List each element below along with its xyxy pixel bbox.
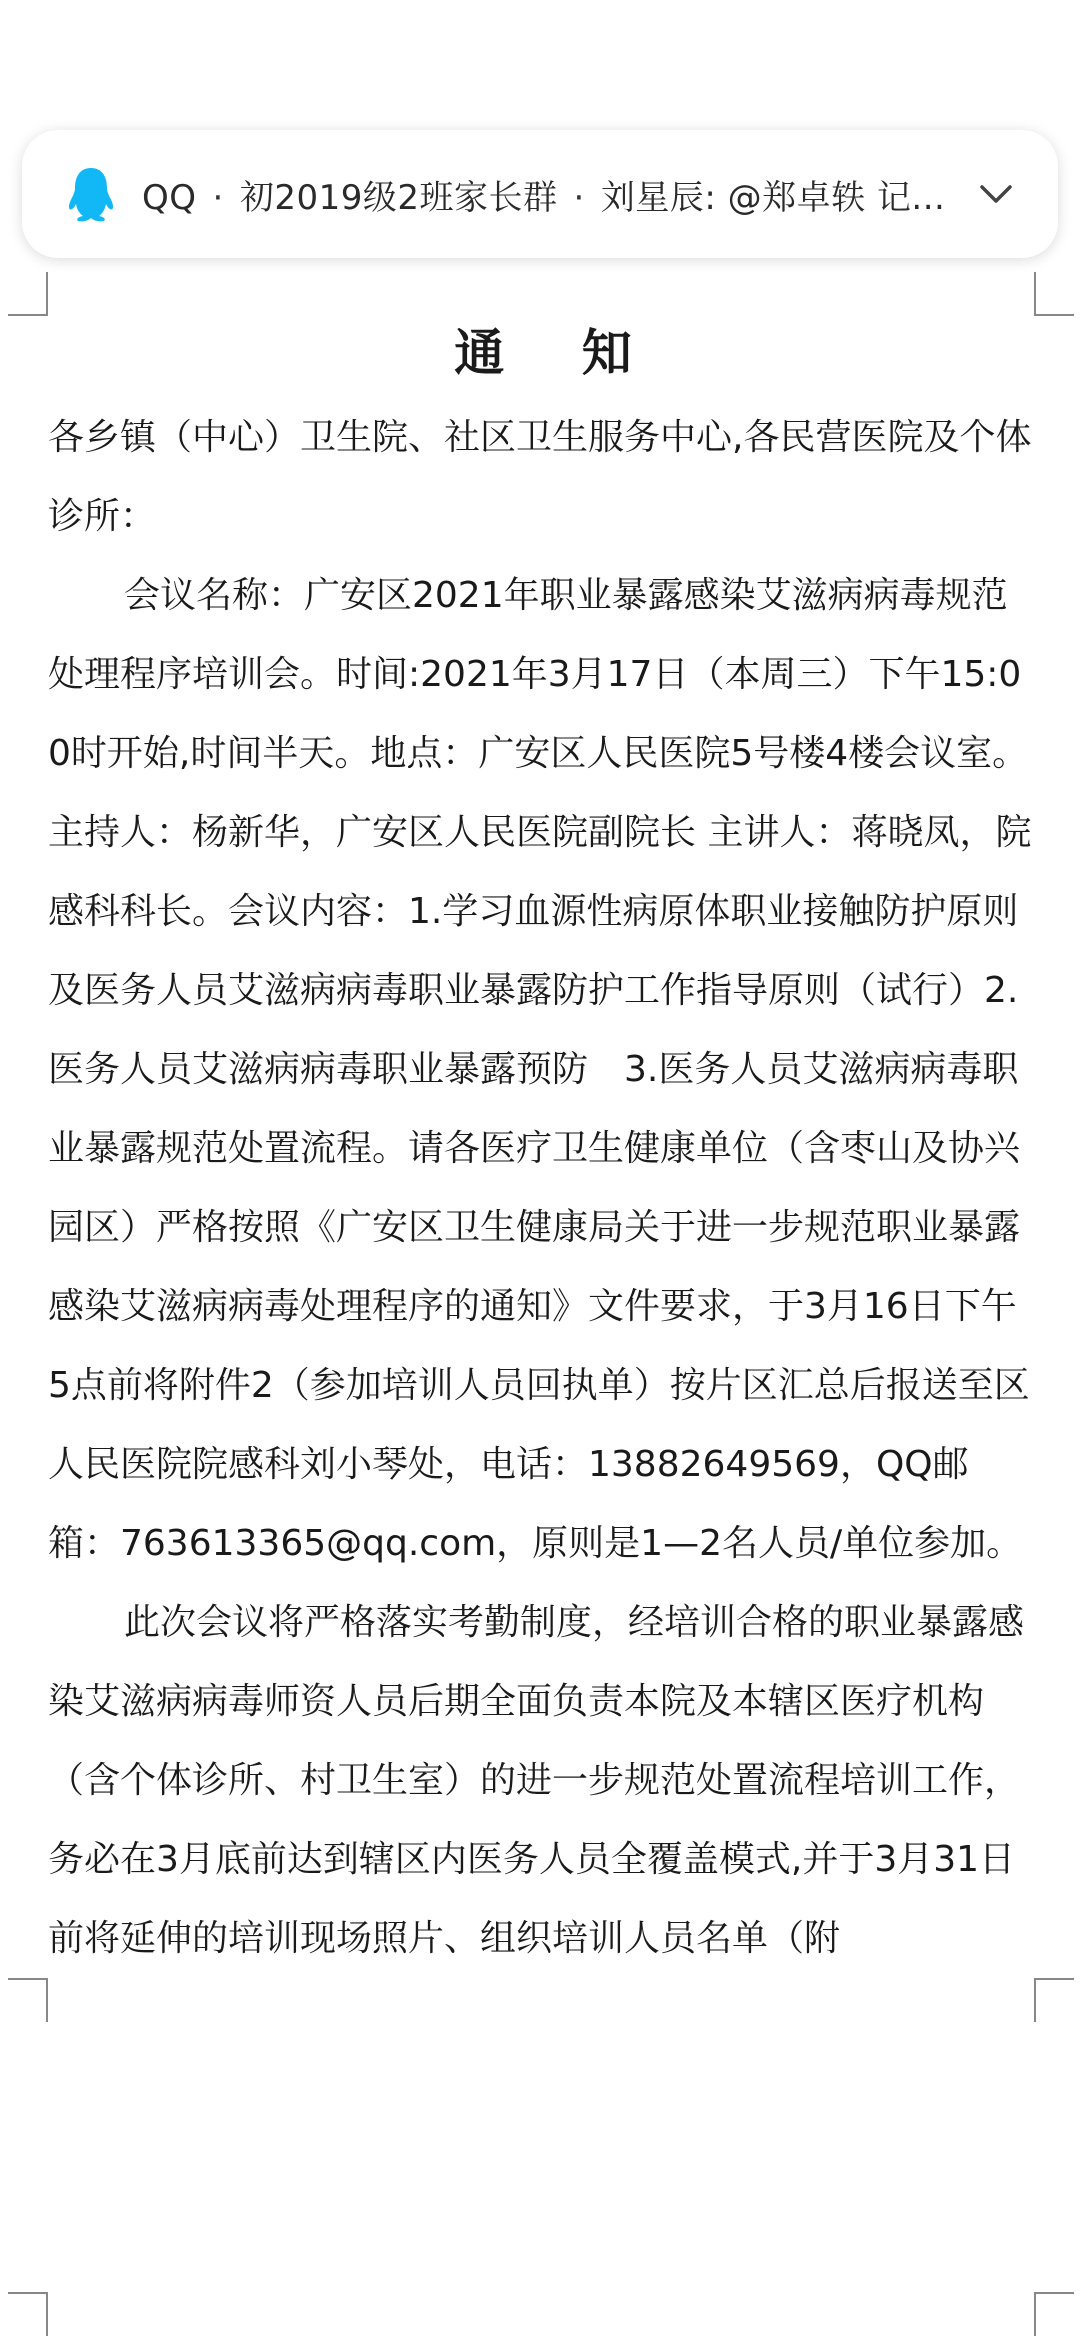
chevron-down-icon[interactable]	[974, 172, 1018, 216]
page-corner-mark	[1034, 1978, 1074, 2022]
page-corner-mark	[1034, 272, 1074, 316]
attendance-paragraph: 此次会议将严格落实考勤制度，经培训合格的职业暴露感染艾滋病病毒师资人员后期全面负责本院及本辖区医疗机构（含个体诊所、村卫生室）的进一步规范处置流程培训工作，务必在3月底前达到辖区内医务人员全覆盖模式,并于3月31日前将延伸的培训现场照片、组织培训人员名单（附	[48, 1602, 1025, 1959]
notification-app-name: QQ	[142, 177, 197, 218]
qq-notification-banner[interactable]	[22, 130, 1058, 258]
document-page	[48, 308, 1038, 1978]
document-title: 通 知	[454, 324, 662, 382]
notification-group-name: 初2019级2班家长群	[239, 177, 558, 218]
notification-text	[142, 170, 960, 219]
qq-penguin-icon	[66, 166, 116, 222]
notification-message-preview: 刘星辰: @郑卓轶 记...	[600, 177, 946, 218]
page-corner-mark	[8, 2292, 48, 2336]
page-corner-mark	[8, 272, 48, 316]
page-corner-mark	[8, 1978, 48, 2022]
separator-dot: ·	[573, 177, 585, 218]
page-corner-mark	[1034, 2292, 1074, 2336]
meeting-details-paragraph: 会议名称：广安区2021年职业暴露感染艾滋病病毒规范处理程序培训会。时间:2021年3月17日（本周三）下午15:00时开始,时间半天。地点：广安区人民医院5号楼4楼会议室。主持人：杨新华，广安区人民医院副院长 主讲人：蒋晓凤，院感科科长。会议内容：1.学习血源性病原体职业接触防护原则及医务人员艾滋病病毒职业暴露防护工作指导原则（试行）2.医务人员艾滋病病毒职业暴露预防 3.医务人员艾滋病病毒职业暴露规范处置流程。请各医疗卫生健康单位（含枣山及协兴园区）严格按照《广安区卫生健康局关于进一步规范职业暴露感染艾滋病病毒处理程序的通知》文件要求，于3月16日下午5点前将附件2（参加培训人员回执单）按片区汇总后报送至区人民医院院感科刘小琴处，电话：13882649569，QQ邮箱：763613365@qq.com，原则是1—2名人员/单位参加。	[48, 575, 1032, 1564]
addressee-line: 各乡镇（中心）卫生院、社区卫生服务中心,各民营医院及个体诊所：	[48, 417, 1032, 537]
separator-dot: ·	[212, 177, 224, 218]
